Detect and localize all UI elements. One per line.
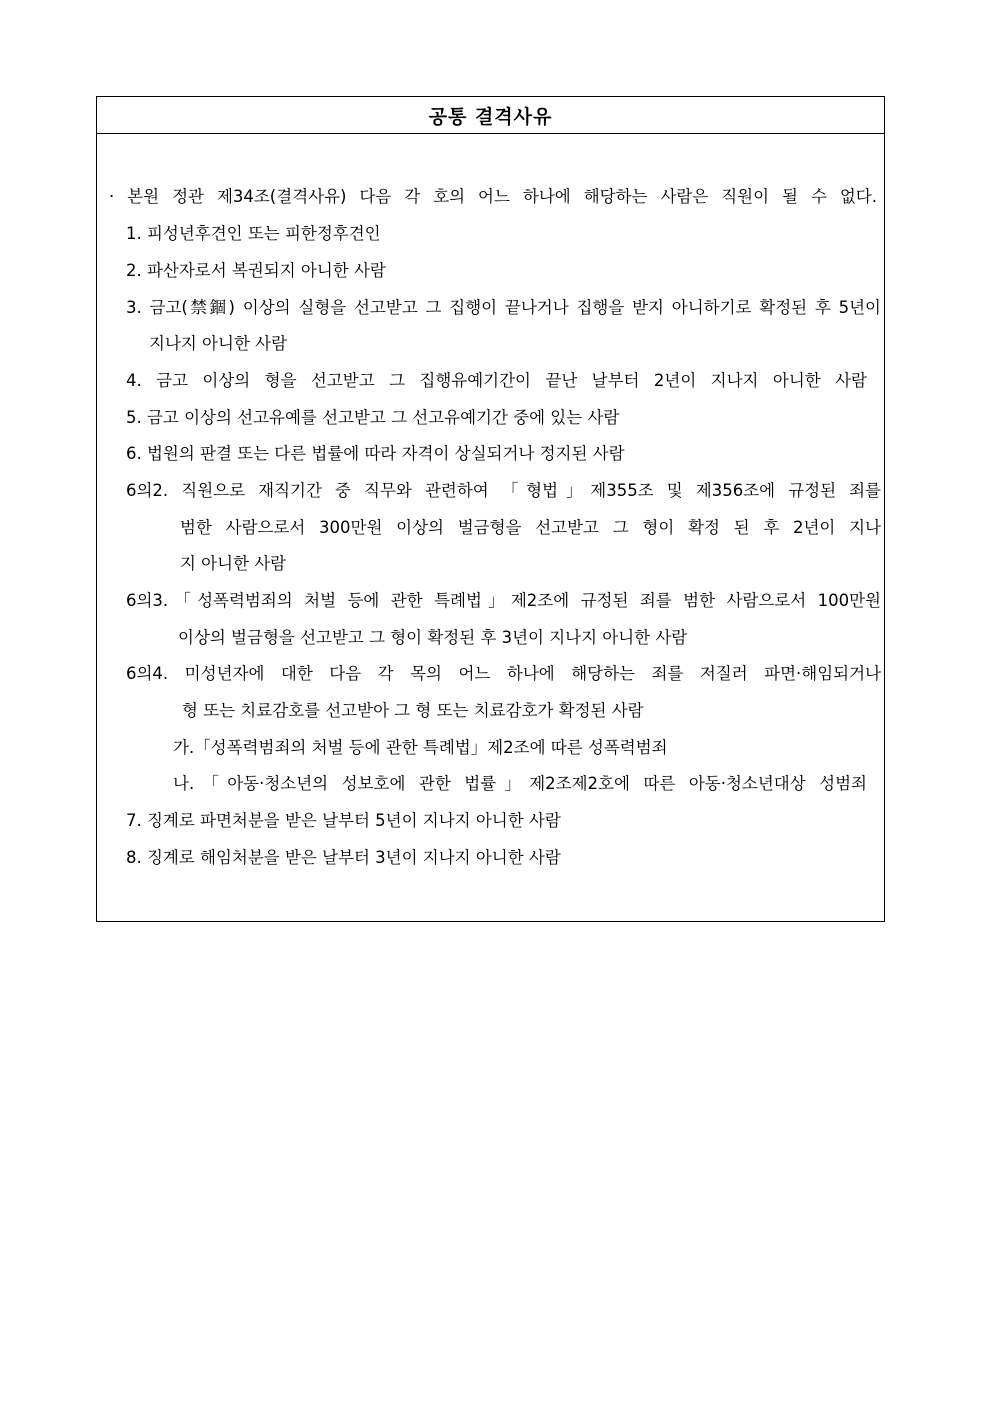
item-3: 3. 금고(禁錮) 이상의 실형을 선고받고 그 집행이 끝나거나 집행을 받지 아니하기로 확정된 후 5년이 <box>126 298 881 317</box>
disqualification-box <box>96 96 885 922</box>
item-6-4: 6의4. 미성년자에 대한 다음 각 목의 어느 하나에 해당하는 죄를 저질러 파면·해임되거나 <box>126 664 881 683</box>
item-8: 8. 징계로 해임처분을 받은 날부터 3년이 지나지 아니한 사람 <box>126 848 561 867</box>
item-2: 2. 파산자로서 복권되지 아니한 사람 <box>126 261 386 280</box>
item-5: 5. 금고 이상의 선고유예를 선고받고 그 선고유예기간 중에 있는 사람 <box>126 408 620 427</box>
item-6-2: 6의2. 직원으로 재직기간 중 직무와 관련하여 「형법」제355조 및 제356조에 규정된 죄를 <box>126 481 881 500</box>
intro-text: · 본원 정관 제34조(결격사유) 다음 각 호의 어느 하나에 해당하는 사람은 직원이 될 수 없다. <box>109 187 877 206</box>
item-6: 6. 법원의 판결 또는 다른 법률에 따라 자격이 상실되거나 정지된 사람 <box>126 444 625 463</box>
item-6-4-na: 나.「아동·청소년의 성보호에 관한 법률」제2조제2호에 따른 아동·청소년대상 성범죄 <box>173 774 867 793</box>
item-6-2-cont-2: 지 아니한 사람 <box>180 554 287 573</box>
item-6-4-cont: 형 또는 치료감호를 선고받아 그 형 또는 치료감호가 확정된 사람 <box>182 701 644 720</box>
item-3-cont: 지나지 아니한 사람 <box>149 334 288 353</box>
item-6-4-ga: 가.「성폭력범죄의 처벌 등에 관한 특례법」제2조에 따른 성폭력범죄 <box>173 738 668 757</box>
item-6-2-cont-1: 범한 사람으로서 300만원 이상의 벌금형을 선고받고 그 형이 확정 된 후 2년이 지나 <box>180 518 881 537</box>
item-4: 4. 금고 이상의 형을 선고받고 그 집행유예기간이 끝난 날부터 2년이 지나지 아니한 사람 <box>126 371 867 390</box>
item-7: 7. 징계로 파면처분을 받은 날부터 5년이 지나지 아니한 사람 <box>126 811 561 830</box>
item-1: 1. 피성년후견인 또는 피한정후견인 <box>126 224 381 243</box>
item-6-3-cont: 이상의 벌금형을 선고받고 그 형이 확정된 후 3년이 지나지 아니한 사람 <box>178 628 688 647</box>
box-title: 공통 결격사유 <box>97 97 884 134</box>
item-6-3: 6의3.「성폭력범죄의 처벌 등에 관한 특례법」제2조에 규정된 죄를 범한 사람으로서 100만원 <box>126 591 881 610</box>
